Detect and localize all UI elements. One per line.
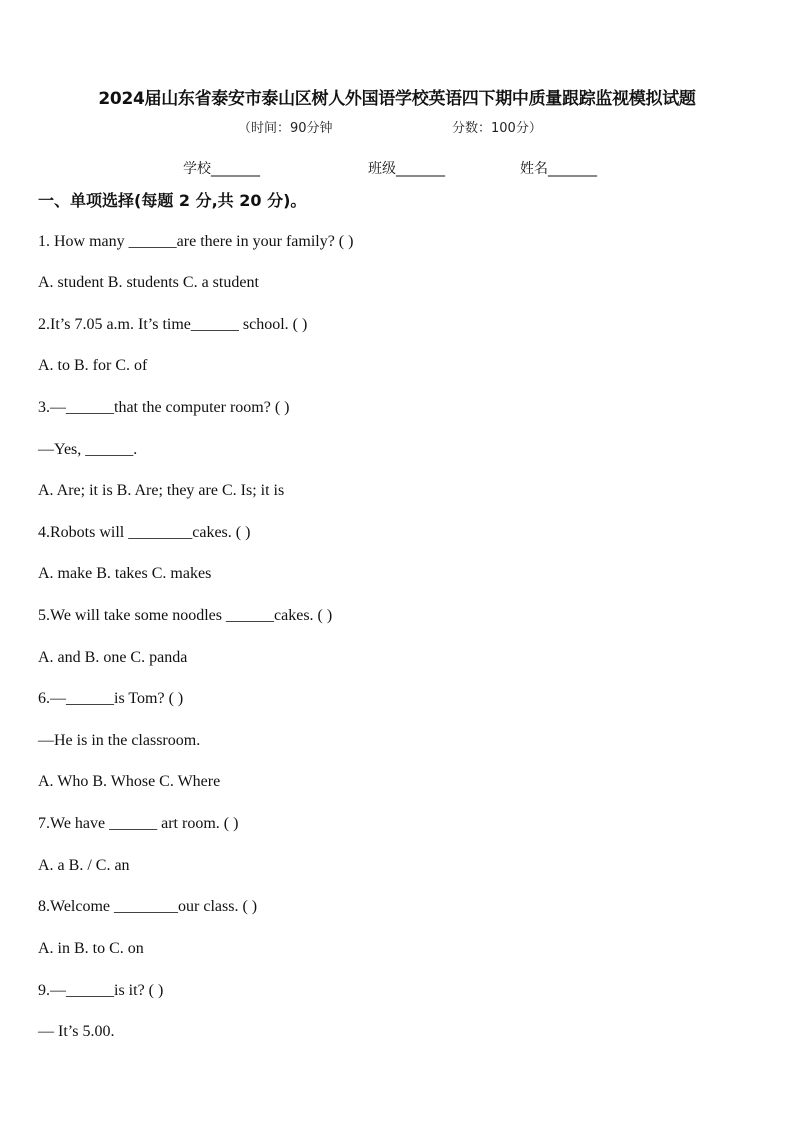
question-1-options: A. student B. students C. a student: [38, 274, 259, 291]
school-label: 学校: [183, 161, 211, 177]
question-5: 5.We will take some noodles ______cakes. ( ): [38, 607, 333, 624]
class-field: [368, 158, 445, 178]
question-3-options: A. Are; it is B. Are; they are C. Is; it is: [38, 482, 285, 499]
question-8-options: A. in B. to C. on: [38, 940, 144, 957]
question-6: 6.—______is Tom? ( ): [38, 690, 184, 707]
question-6-answer: —He is in the classroom.: [38, 732, 201, 749]
class-blank: _______: [396, 161, 445, 177]
exam-time: （时间：90分钟: [238, 121, 333, 136]
question-7-options: A. a B. / C. an: [38, 857, 130, 874]
question-3-answer: —Yes, ______.: [38, 441, 138, 458]
school-field: [183, 158, 260, 178]
name-blank: _______: [548, 161, 597, 177]
name-label: 姓名: [520, 161, 548, 177]
class-label: 班级: [368, 161, 396, 177]
section-heading: 一、单项选择(每题 2 分,共 20 分)。: [38, 191, 307, 210]
question-9: 9.—______is it? ( ): [38, 982, 164, 999]
question-4: 4.Robots will ________cakes. ( ): [38, 524, 251, 541]
question-1: 1. How many ______are there in your family? ( ): [38, 233, 354, 250]
question-4-options: A. make B. takes C. makes: [38, 565, 212, 582]
question-2: 2.It’s 7.05 a.m. It’s time______ school. ( ): [38, 316, 308, 333]
question-5-options: A. and B. one C. panda: [38, 649, 188, 666]
page-title: 2024届山东省泰安市泰山区树人外国语学校英语四下期中质量跟踪监视模拟试题: [98, 89, 696, 109]
question-6-options: A. Who B. Whose C. Where: [38, 773, 221, 790]
name-field: [520, 158, 597, 178]
exam-score: 分数：100分）: [452, 121, 542, 136]
question-7: 7.We have ______ art room. ( ): [38, 815, 239, 832]
question-2-options: A. to B. for C. of: [38, 357, 148, 374]
question-9-answer: — It’s 5.00.: [38, 1023, 115, 1040]
question-8: 8.Welcome ________our class. ( ): [38, 898, 258, 915]
question-3: 3.—______that the computer room? ( ): [38, 399, 290, 416]
school-blank: _______: [211, 161, 260, 177]
